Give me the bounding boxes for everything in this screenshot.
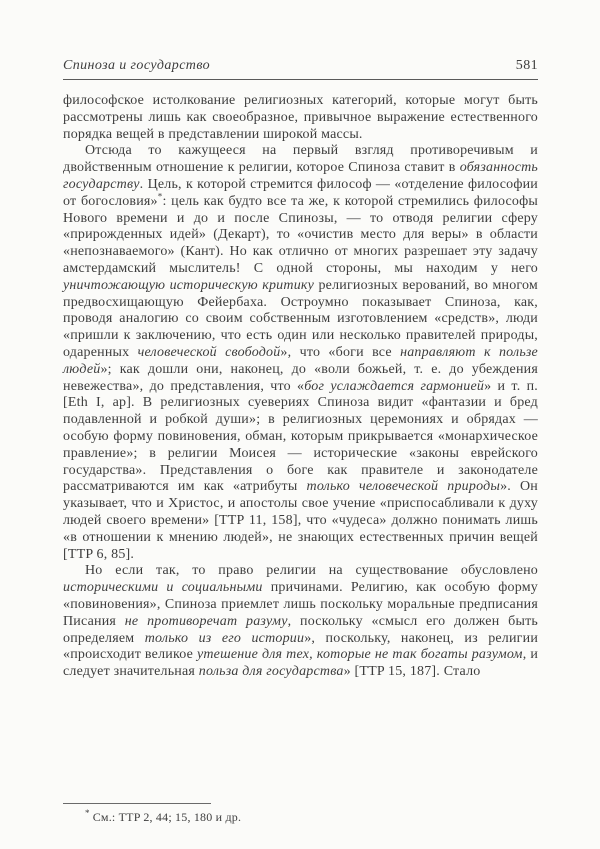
text-segment: », поскольку, наконец, из религии «происходит великое xyxy=(63,630,539,663)
text-segment: обязанность государству xyxy=(63,160,538,192)
text-segment: », что «боги все xyxy=(280,344,401,360)
text-segment: историческими и социальными xyxy=(63,580,263,596)
text-segment: философское истолкование религиозных категорий, которые могут быть рассмотрены лишь как своеобразное, привычное выражение естественного порядка вещей в представлении широкой массы. xyxy=(63,93,538,142)
text-segment: утешение для тех, которые не так богаты разумом xyxy=(196,647,523,663)
paragraph xyxy=(63,143,538,563)
text-segment: причинами. Религию, как особую форму «повиновения», Спиноза приемлет лишь поскольку моральные предписания Писания xyxy=(63,580,538,629)
text-segment: : цель как будто все та же, к которой стремились философы Нового времени и до и после Спинозы, — то отводя религии сферу «прирожденных идей» (Декарт), то «очистив место для веры» в области «непознаваемого» (Кант). Но как отлично от многих разрешает эту задачу амстердамский мыслитель! С одной стороны, мы находим у него xyxy=(63,193,538,276)
text-segment: »; как дошли они, наконец, до «воли божьей, т. е. до убеждения невежества», до представления, что « xyxy=(63,361,538,394)
page-number: 581 xyxy=(515,58,538,73)
text-segment: Но если так, то право религии на существование обусловлено xyxy=(85,563,538,579)
text-segment: Отсюда то кажущееся на первый взгляд противоречивым и двойственным отношение к религии, которое Спиноза ставит в xyxy=(63,143,538,176)
text-segment: польза для государства xyxy=(198,664,344,680)
paragraph xyxy=(63,93,538,143)
footnote-rule xyxy=(63,803,211,804)
text-segment: религиозных верований, во многом предвосхищающую Фейербаха. Остроумно показывает Спиноза, как, проводя аналогию со своим собственным изготовлением «средств», люди «пришли к заключению, что есть один или несколько правителей природы, одаренных xyxy=(63,277,538,360)
text-segment: » [TTP 15, 187]. Стало xyxy=(343,664,481,680)
footnote-reference: * xyxy=(157,191,163,202)
footnote-marker: * xyxy=(85,808,90,818)
footnote-text: См.: TTP 2, 44; 15, 180 и др. xyxy=(92,810,242,824)
text-segment: только человеческой природы xyxy=(306,479,501,495)
text-segment: уничтожающую историческую критику xyxy=(63,277,315,293)
text-segment: не противоречат разуму xyxy=(124,613,288,629)
text-segment: » и т. п. [Eth I, ap]. В религиозных суевериях Спиноза видит «фантазии и бред подавленной и робкой души»; в религиозных церемониях и обрядах — особую форму повиновения, обман, которым прикрывается «монархическое правление»; в религии Моисея — исторические «законы еврейского государства». Представления о боге как правителе и законодателе рассматриваются им как «атрибуты xyxy=(63,378,538,495)
text-segment: бог услаждается гармонией xyxy=(304,378,485,394)
footnote-area xyxy=(63,803,538,825)
body-text xyxy=(63,93,538,681)
paragraph xyxy=(63,563,538,681)
text-segment: , поскольку «смысл его должен быть определяем xyxy=(63,613,538,646)
text-segment: ». Он указывает, что и Христос, и апостолы свое учение «приспосабливали к духу людей своего времени» [TTP 11, 158], что «чудеса» должно понимать лишь «в отношении к мнению людей», не знающих естественных причин вещей [TTP 6, 85]. xyxy=(63,479,538,562)
text-segment: направляют к пользе людей xyxy=(63,344,538,377)
text-segment: только из его истории xyxy=(144,630,305,646)
text-segment: человеческой свободой xyxy=(137,344,281,360)
header-rule xyxy=(63,79,538,80)
text-segment: . Цель, к которой стремится философ — «отделение философии от богословия» xyxy=(63,176,538,209)
footnote xyxy=(63,810,538,825)
text-segment: , и следует значительная xyxy=(63,647,539,680)
page-header xyxy=(63,58,538,74)
page-content xyxy=(63,58,538,681)
running-title: Спиноза и государство xyxy=(63,58,211,73)
